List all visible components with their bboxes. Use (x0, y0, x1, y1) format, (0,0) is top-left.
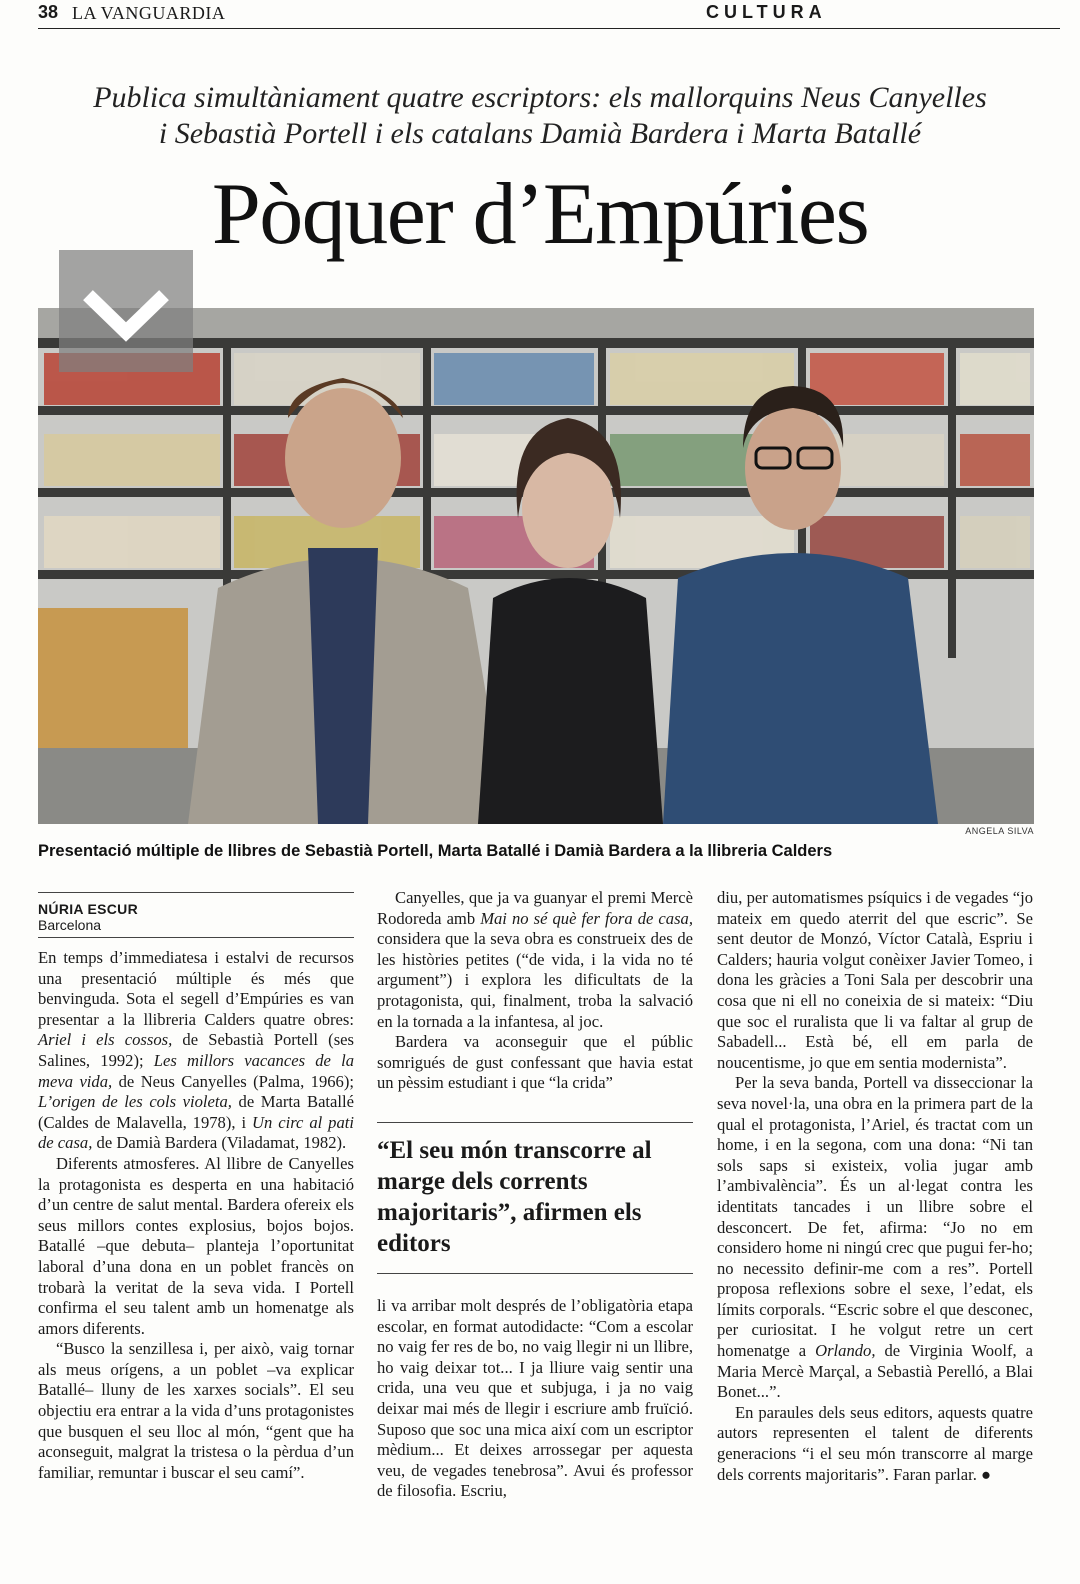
paragraph-6: li va arribar molt després de l’obligatòria etapa escolar, en format autodidacte: “Com a escolar no vaig fer res de bo, no vaig llegir ni un llibre, ho vaig deixar tot... I ja lliure vaig sentir una crida, una veu que et subjuga, i ja no vaig deixar mai més de llegir i escriure amb fruïció. Suposo que soc una mica així com un escriptor mèdium... Et deixes arrossegar per aquesta veu, de vegades tenebrosa”. Avui és professor de filosofia. Escriu, (377, 1295, 693, 1501)
article-column-1 (38, 888, 354, 1483)
article-column-2 (377, 888, 693, 1502)
photo-caption: Presentació múltiple de llibres de Sebastià Portell, Marta Batallé i Damià Bardera a la llibreria Calders (38, 842, 833, 860)
byline-author: NÚRIA ESCUR (38, 901, 139, 917)
byline (38, 892, 354, 938)
kicker-line-2: i Sebastià Portell i els catalans Damià Bardera i Marta Batallé (158, 117, 922, 150)
article-column-3 (717, 888, 1033, 1485)
save-button[interactable] (59, 250, 193, 372)
paragraph-5: Bardera va aconseguir que el públic somrigués de gust confessant que havia estat un pèssim estudiant i que “la crida” (377, 1032, 693, 1093)
article-photo (38, 308, 1034, 824)
section-name: CULTURA (706, 2, 827, 22)
pull-quote: “El seu món transcorre al marge dels corrents majoritaris”, afirmen els editors (377, 1122, 693, 1274)
bookshop-photo-illustration (38, 308, 1034, 824)
kicker-line-1: Publica simultàniament quatre escriptors: els mallorquins Neus Canyelles (93, 81, 987, 114)
paragraph-8: Per la seva banda, Portell va disseccionar la seva novel·la, una obra en la primera part de la qual el protagonista, l’Ariel, és tractat com un home, i en la segona, com una dona: “Ni tan sols saps si existeix, volia jugar amb l’ambivalència”. És un al·legat contra les identitats tancades i un llibre sobre el desconcert. De fet, afirma: “Jo no em considero home ni ningú crec que pugui fer-ho; no necessito definir-me com a res”. Portell proposa reflexions sobre el sexe, l’edat, els límits corporals. “Escric sobre el que desconec, per curiositat. I he volgut retre un cert homenatge a Orlando, de Virginia Woolf, a Maria Mercè Marçal, a Sebastià Perelló, a Blai Bonet...”. (717, 1073, 1034, 1402)
paragraph-2: Diferents atmosferes. Al llibre de Canyelles la protagonista es desperta en una habitació d’un centre de salut mental. Bardera ofereix els seus millors contes explosius, bojos bojos. Batallé –que debuta– planteja l’oportunitat laboral d’una dona en un poblet francès on trobarà la veritat de la seva vida. I Portell confirma el seu talent amb un homenatge als amors diferents. (38, 1153, 354, 1338)
paragraph-7: diu, per automatismes psíquics i de vegades “jo mateix em quedo aterrit del que escric”. Se sent deutor de Monzó, Víctor Català, Espriu i Calders; hauria volgut conèixer Javier Tomeo, i dona les gràcies a Toni Sala per descobrir una cosa que ni ell no coneixia de si mateix: “Diu que soc el ruralista que li va faltar al grup de Sabadell... Està bé, ell em parla de noucentisme, jo que em sentia modernista”. (717, 888, 1033, 1072)
newspaper-name: LA VANGUARDIA (72, 3, 226, 23)
paragraph-3: “Busco la senzillesa i, per això, vaig tornar als meus orígens, a un poblet –va explicar Batallé– lluny de les xarxes socials”. El seu objectiu era entrar a la vida d’uns protagonistes que busquen el seu lloc al món, “gent que ha aconseguit, malgrat la tristesa o la pèrdua d’un familiar, remuntar i buscar el seu camí”. (38, 1339, 354, 1482)
photo-credit: ANGELA SILVA (965, 826, 1034, 836)
page-number: 38 (38, 2, 59, 22)
chevron-down-icon (59, 250, 193, 372)
byline-city: Barcelona (38, 917, 102, 933)
headline: Pòquer d’Empúries (211, 166, 869, 263)
end-of-article-dot-icon: ● (981, 1464, 992, 1484)
kicker (40, 80, 1040, 152)
page-header (38, 0, 1060, 29)
paragraph-9: En paraules dels seus editors, aquests quatre autors representen el talent de diferents generacions “i el seu món transcorre al marge dels corrents majoritaris”. Faran parlar. ● (717, 1402, 1033, 1484)
paragraph-1: En temps d’immediatesa i estalvi de recursos una presentació múltiple és més que benvinguda. Sota el segell d’Empúries es van presentar a la llibreria Calders quatre obres: Ariel i els cossos, de Sebastià Portell (ses Salines, 1992); Les millors vacances de la meva vida, de Neus Canyelles (Palma, 1966); L’origen de les cols violeta, de Marta Batallé (Caldes de Malavella, 1978), i Un circ al pati de casa, de Damià Bardera (Viladamat, 1982). (38, 948, 354, 1153)
paragraph-4: Canyelles, que ja va guanyar el premi Mercè Rodoreda amb Mai no sé què fer fora de casa, considera que la seva obra es construeix des de les històries petites (“de vida, i la vida no té argument”) i explora les dificultats de la protagonista, qui, finalment, troba la salvació en la tornada a la infantesa, al joc. (377, 888, 693, 1031)
